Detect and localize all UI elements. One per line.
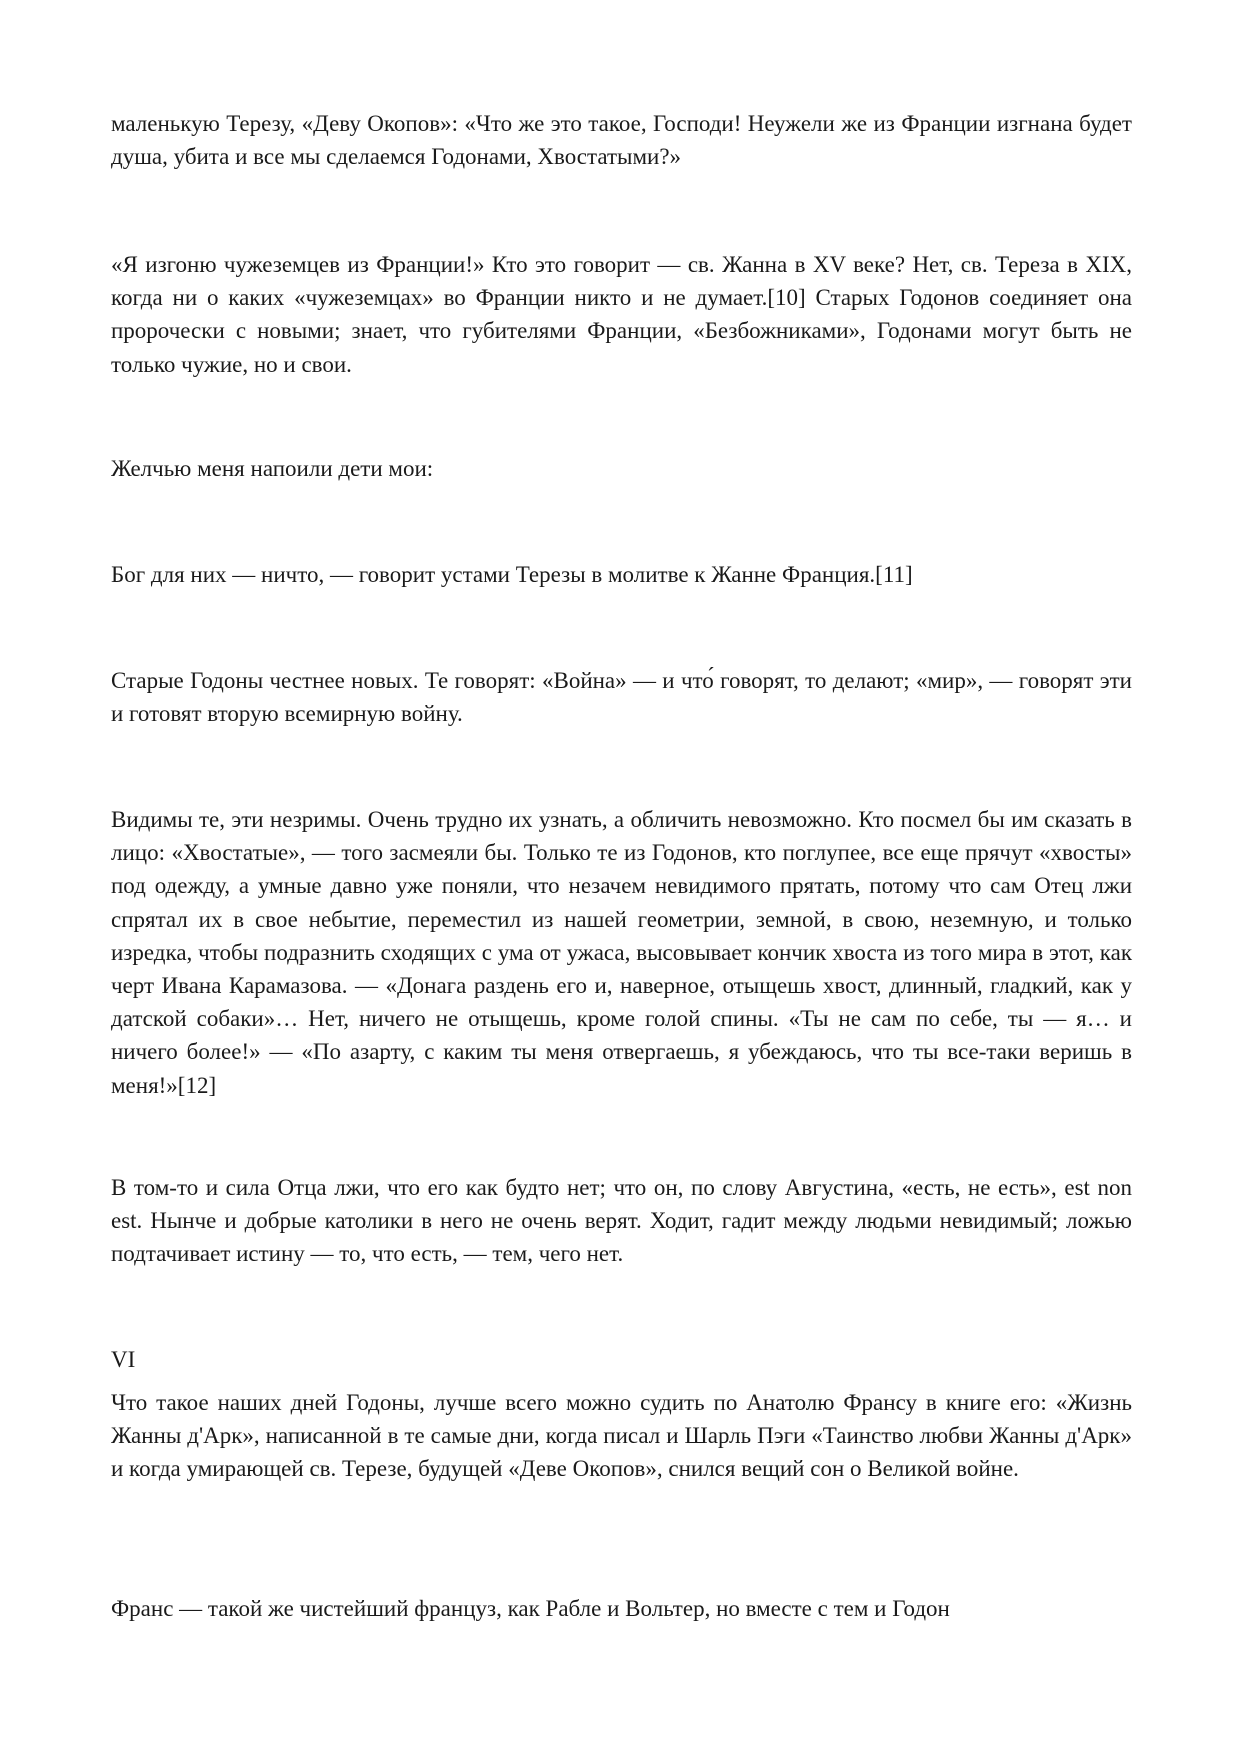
section-heading: VI xyxy=(111,1347,136,1372)
paragraph-5: Старые Годоны честнее новых. Те говорят: «Война» — и что́ говорят, то делают; «мир», — говорят эти и готовят вторую всемирную войну. xyxy=(111,668,1132,727)
paragraph-2: «Я изгоню чужеземцев из Франции!» Кто это говорит — св. Жанна в XV веке? Нет, св. Тереза в XIX, когда ни о каких «чужеземцах» во Франции никто и не думает.[10] Старых Годонов соединяет она пророчески с новыми; знает, что губителями Франции, «Безбожниками», Годонами могут быть не только чужие, но и свои. xyxy=(111,252,1132,377)
paragraph-6: Видимы те, эти незримы. Очень трудно их узнать, а обличить невозможно. Кто посмел бы им сказать в лицо: «Хвостатые», — того засмеяли бы. Только те из Годонов, кто поглупее, все еще прячут «хвосты» под одежду, а умные давно уже поняли, что незачем невидимого прятать, потому что сам Отец лжи спрятал их в свое небытие, переместил из нашей геометрии, земной, в свою, неземную, и только изредка, чтобы подразнить сходящих с ума от ужаса, высовывает кончик хвоста из того мира в этот, как черт Ивана Карамазова. — «Донага раздень его и, наверное, отыщешь хвост, длинный, гладкий, как у датской собаки»… Нет, ничего не отыщешь, кроме голой спины. «Ты не сам по себе, ты — я… и ничего более!» — «По азарту, с каким ты меня отвергаешь, я убеждаюсь, что ты все-таки веришь в меня!»[12] xyxy=(111,807,1132,1098)
paragraph-1: маленькую Терезу, «Деву Окопов»: «Что же это такое, Господи! Неужели же из Франции изгнана будет душа, убита и все мы сделаемся Годонами, Хвостатыми?» xyxy=(111,111,1132,170)
paragraph-3: Желчью меня напоили дети мои: xyxy=(111,456,434,481)
paragraph-8: Что такое наших дней Годоны, лучше всего можно судить по Анатолю Франсу в книге его: «Жизнь Жанны д'Арк», написанной в те самые дни, когда писал и Шарль Пэги «Таинство любви Жанны д'Арк» и когда умирающей св. Терезе, будущей «Деве Окопов», снился вещий сон о Великой войне. xyxy=(111,1390,1132,1482)
paragraph-4: Бог для них — ничто, — говорит устами Терезы в молитве к Жанне Франция.[11] xyxy=(111,562,913,587)
paragraph-9: Франс — такой же чистейший француз, как Рабле и Вольтер, но вместе с тем и Годон xyxy=(111,1596,950,1621)
paragraph-7: В том-то и сила Отца лжи, что его как будто нет; что он, по слову Августина, «есть, не есть», est non est. Нынче и добрые католики в него не очень верят. Ходит, гадит между людьми невидимый; ложью подтачивает истину — то, что есть, — тем, чего нет. xyxy=(111,1175,1132,1267)
